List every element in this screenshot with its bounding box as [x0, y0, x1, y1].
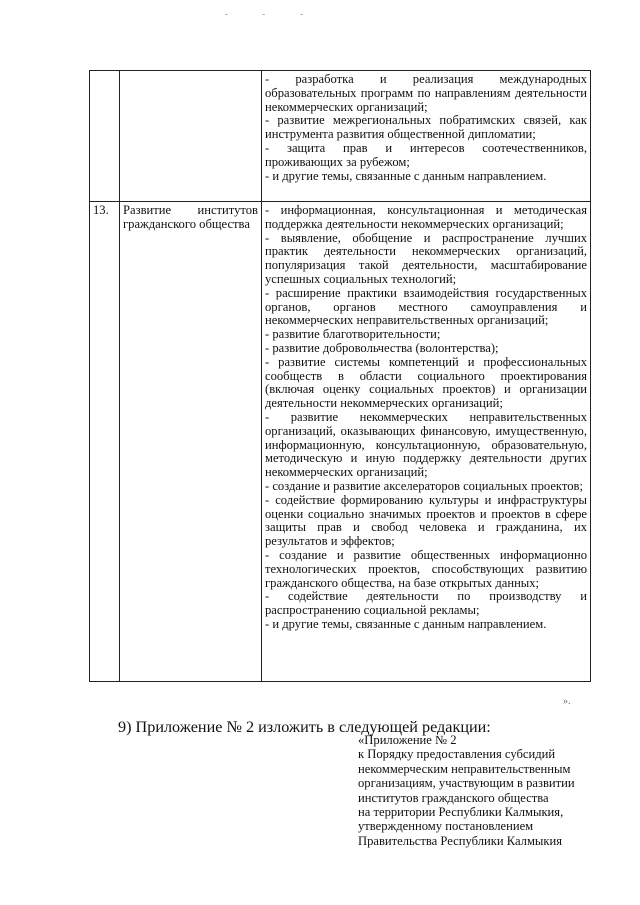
topic-item: - создание и развитие общественных информационно технологических проектов, способствующих развитию гражданского общества, на базе открытых данных; [265, 547, 587, 590]
topic-item: - содействие формированию культуры и инфраструктуры оценки социально значимых проектов и проектов в сфере защиты прав и свобод человека и гражданина, их результатов и эффектов; [265, 492, 587, 549]
appendix-header-line: к Порядку предоставления субсидий [358, 747, 556, 762]
appendix-header-line: на территории Республики Калмыкия, [358, 805, 564, 820]
topic-item: - расширение практики взаимодействия государственных органов, органов местного самоуправления и некоммерческих неправительственных организаций; [265, 285, 587, 328]
topic-item: - и другие темы, связанные с данным направлением. [265, 168, 547, 183]
topic-item: - развитие межрегиональных побратимских связей, как инструмента развития общественной дипломатии; [265, 113, 587, 142]
amendment-heading: 9) Приложение № 2 изложить в следующей редакции: [118, 718, 491, 736]
direction-title-cell [120, 71, 262, 202]
directions-table [89, 70, 591, 682]
appendix-header-line: некоммерческим неправительственным [358, 761, 571, 776]
topic-item: - создание и развитие акселераторов социальных проектов; [265, 478, 583, 493]
appendix-header-line: институтов гражданского общества [358, 790, 549, 805]
topic-item: - и другие темы, связанные с данным направлением. [265, 616, 547, 631]
topic-item: - содействие деятельности по производству и распространению социальной рекламы; [265, 589, 587, 618]
topic-item: - выявление, обобщение и распространение лучших практик деятельности некоммерческих организаций, популяризация такой деятельности, масштабирование успешных социальных технологий; [265, 230, 587, 286]
closing-quote-mark: ». [563, 696, 571, 707]
appendix-header-line: организациям, участвующим в развитии [358, 776, 575, 791]
scan-artifact [300, 14, 303, 15]
topics-cell [262, 71, 591, 202]
row-number-cell [90, 71, 120, 202]
appendix-header [358, 733, 575, 848]
scan-artifact [262, 14, 265, 15]
appendix-header-line: «Приложение № 2 [358, 733, 457, 747]
table-row [90, 202, 591, 682]
appendix-header-line: Правительства Республики Калмыкия [358, 833, 563, 848]
direction-title-cell: Развитие институтов гражданского общества [120, 202, 262, 682]
topics-cell [262, 202, 591, 682]
topic-item: - разработка и реализация международных образовательных программ по направлениям деятельности некоммерческих организаций; [265, 72, 587, 114]
table-row [90, 71, 591, 202]
topic-item: - развитие благотворительности; [265, 327, 441, 342]
scan-artifact [225, 14, 228, 15]
row-number-cell: 13. [90, 202, 120, 682]
topic-item: - развитие системы компетенций и профессиональных сообществ в области социального проектирования (включая оценку социальных проектов) и организации деятельности некоммерческих организаций; [265, 354, 587, 411]
topic-item: - развитие некоммерческих неправительственных организаций, оказывающих финансовую, имущественную, информационную, консультационную, образовательную, методическую и иную поддержку деятельности других некоммерческих организаций; [265, 409, 587, 480]
topic-item: - защита прав и интересов соотечественников, проживающих за рубежом; [265, 140, 587, 169]
topic-item: - информационная, консультационная и методическая поддержка деятельности некоммерческих организаций; [265, 203, 587, 231]
topic-item: - развитие добровольчества (волонтерства); [265, 340, 499, 355]
appendix-header-line: утвержденному постановлением [358, 819, 534, 834]
